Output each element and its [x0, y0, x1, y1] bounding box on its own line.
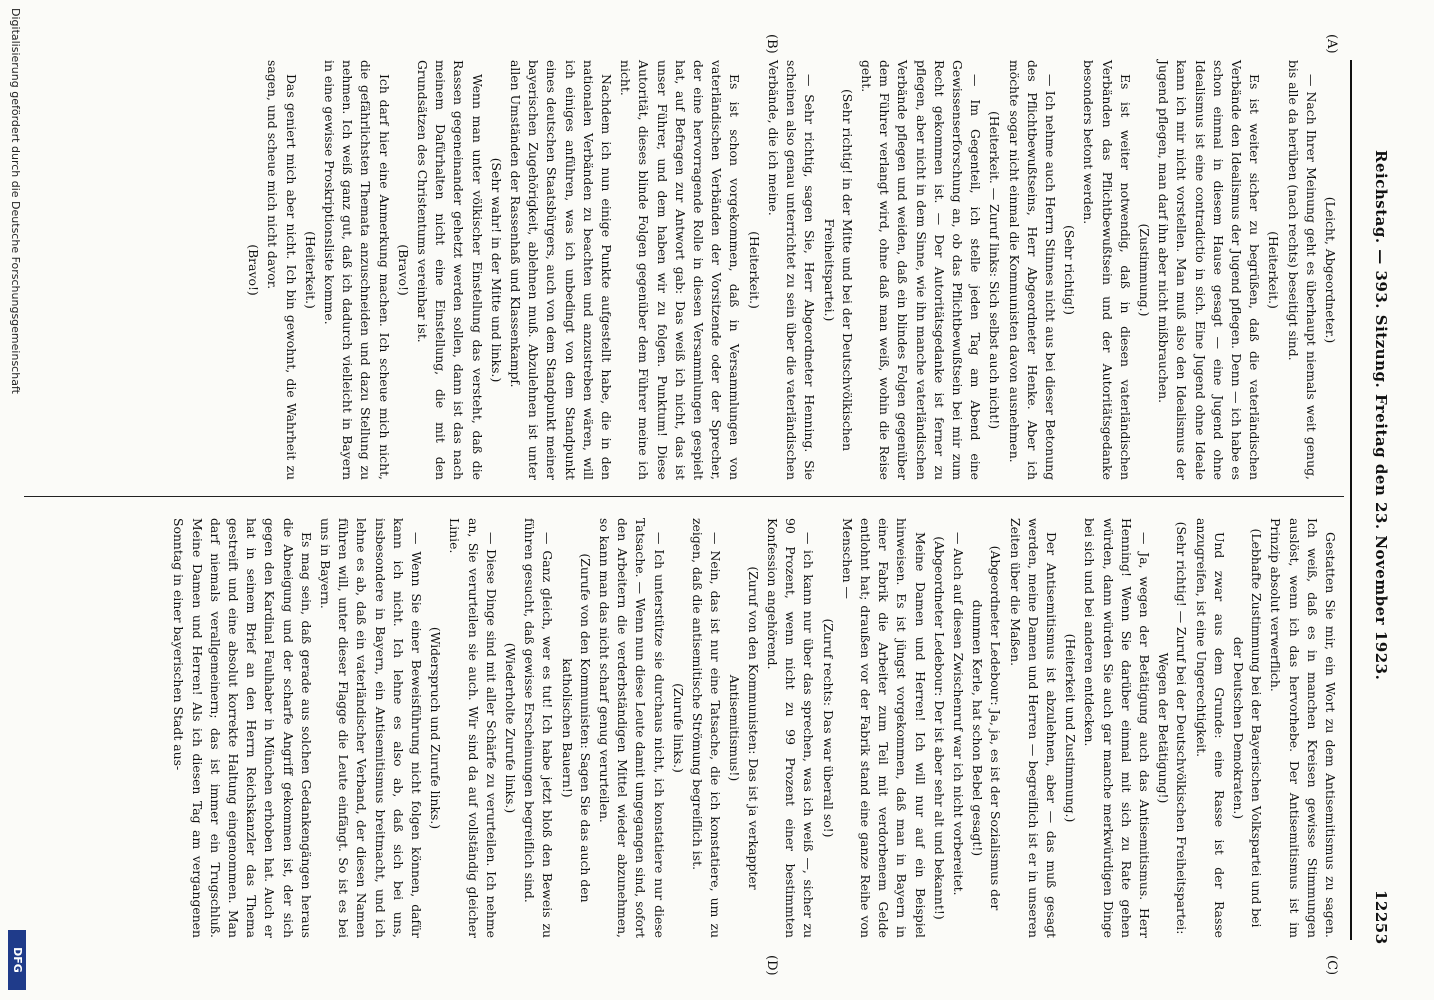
- interjection: (Heiterkeit. — Zuruf links: Sich selbst auch nicht!): [987, 110, 1003, 430]
- margin-marker-c: (C): [1324, 955, 1339, 976]
- paragraph: — Ja, wegen der Betätigung auch das Antisemitismus. Herr Henning! Wenn Sie darüber einmal mit sich zu Rate gehen würden, dann würden Sie auch gar manche merkwürdigen Dinge bei sich und bei anderen entdecken.: [1082, 518, 1152, 938]
- interjection: (Widerspruch und Zurufe links.): [428, 626, 444, 830]
- interjection: (Sehr richtig! in der Mitte und bei der Deutschvölkischen Freiheitspartei.): [821, 88, 855, 452]
- header-rule: [1350, 60, 1352, 940]
- digitization-footer: [4, 0, 30, 1000]
- paragraph: — Diese Dinge sind mit aller Schärfe zu verurteilen. Ich nehme an, Sie verurteilen sie auch. Wir sind da auf vollständig gleicher Linie.: [447, 518, 499, 938]
- interjection: (Zuruf rechts: Das war überall so!): [820, 618, 836, 838]
- paragraph: Nachdem ich nun einige Punkte aufgestellt habe, die in den nationalen Verbänden zu beachten und anzustreben wären, will ich einiges anführen, was ich unbedingt von dem Standpunkt eines deutschen Staatsbürgers, auch von dem Standpunkt meiner bayerischen Zugehörigkeit, ablehnen muß. Abzulehnen ist unter allen Umständen der Rassenhaß und Klassenkampf.: [508, 60, 615, 480]
- paragraph: Meine Damen und Herren! Ich will nur auf ein Beispiel hinweisen. Es ist jüngst vorgekommen, daß man in Bayern in einer Fabrik die Arbeiter zum Teil mit verdorbenem Gelde entlohnt hat; draußen vor der Fabrik stand eine ganze Reihe von Menschen —: [839, 518, 928, 938]
- paragraph: Es ist schon vorgekommen, daß in Versammlungen von vaterländischen Verbänden der Vorsitzende oder der Sprecher, der eine hervorragende Rolle in diesen Versammlungen gespielt hat, auf Befragen zur Antwort gab: Das weiß ich nicht, das ist unser Führer, und dem haben wir zu folgen. Punktum! Diese Autorität, dieses blinde Folgen gegenüber dem Führer meine ich nicht.: [618, 60, 743, 480]
- paragraph: Der Antisemitismus ist abzulehnen, aber — das muß gesagt werden, meine Damen und Herren — begreiflich ist er in unseren Zeiten über die Maßen.: [1007, 518, 1059, 938]
- paragraph: — Auch auf diesen Zwischenruf war ich nicht vorbereitet.: [950, 532, 966, 896]
- interjection: (Leicht, Abgeordneter.): [1323, 196, 1338, 344]
- paragraph: Das geniert mich aber nicht. Ich bin gewohnt, die Wahrheit zu sagen, und scheue mich nicht davor.: [265, 60, 299, 480]
- paragraph: — Im Gegenteil, ich stelle jeden Tag am Abend eine Gewissenserforschung an, ob das Pflichtbewußtsein bei mir zum Recht gekommen ist. — Der Autoritätsgedanke ist ferner zu pflegen, aber nicht in dem Sinne, wie ihn manche vaterländischen Verbände pflegen und weiden, daß ein blindes Folgen gegenüber dem Führer verlangt wird, ohne daß man weiß, wohin die Reise geht.: [858, 60, 984, 480]
- margin-marker-b: (B): [764, 34, 779, 54]
- paragraph: — Ich unterstütze sie durchaus nicht, ich konstatiere nur diese Tatsache. — Wenn nun diese Leute damit umgegangen sind, sofort den Arbeitern die verderbständigen Mittel wieder abzunehmen, so kann man das nicht scharf genug verurteilen.: [597, 518, 667, 938]
- paragraph: Es mag sein, daß gerade aus solchen Gedankengängen heraus die Abneigung und der scharfe Angriff gekommen ist, der sich gegen den Kardinal Faulhaber in München erhoben hat. Auch er hat in seinem Brief an den Herrn Reichskanzler das Thema gestreift und eine absolut korrekte Haltung eingenommen. Man darf niemals verallgemeinern; das ist immer ein Trugschluß. Meine Damen und Herren! Als ich diesen Tag am vergangenen Sonntag in einer bayerischen Stadt aus-: [171, 518, 314, 938]
- page-header-title: Reichstag. — 393. Sitzung. Freitag den 23. November 1923.: [1372, 150, 1390, 681]
- page-number: 12253: [1372, 890, 1390, 945]
- paragraph: — ich kann nur über das sprechen, was ich weiß —, sicher zu 90 Prozent, wenn nicht zu 99 Prozent einer bestimmten Konfession angehörend.: [764, 518, 817, 938]
- left-text-column: [243, 60, 1339, 480]
- margin-marker-d: (D): [764, 955, 779, 976]
- paragraph: — Sehr richtig, sagen Sie, Herr Abgeordneter Henning. Sie scheinen also genau unterrichtet zu sein über die vaterländischen Verbände, die ich meine.: [765, 60, 818, 480]
- interjection: (Heiterkeit.): [302, 231, 318, 309]
- paragraph: — Ich nehme auch Herrn Stinnes nicht aus bei dieser Betonung des Pflichtbewußtseins, Herr Abgeordneter Henke. Aber ich möchte sogar nicht einmal die Kommunisten davon ausnehmen.: [1006, 60, 1058, 480]
- paragraph: Gestatten Sie mir, ein Wort zu dem Antisemitismus zu sagen. Ich weiß, daß es in manchen Kreisen gewisse Stimmungen auslöst, wenn ich das hervorhebe. Der Antisemitismus ist im Prinzip absolut verwerflich.: [1268, 518, 1338, 938]
- interjection: (Sehr wahr! in der Mitte und links.): [488, 157, 504, 383]
- paragraph: Es ist weiter notwendig, daß in diesen vaterländischen Verbänden das Pflichtbewußtsein und der Autoritätsgedanke besonders betont werden.: [1081, 60, 1133, 480]
- column-divider: [24, 496, 1344, 497]
- interjection: (Zustimmung.): [1136, 223, 1152, 317]
- interjection: (Heiterkeit und Zustimmung.): [1063, 633, 1079, 823]
- paragraph: Wenn man unter völkischer Einstellung das versteht, daß die Rassen gegeneinander gehetzt werden sollen, dann ist das nach meinem Dafürhalten nicht eine Einstellung, die mit den Grundsätzen des Christentums vereinbar ist.: [415, 60, 485, 480]
- paragraph: — Nach Ihrer Meinung geht es überhaupt niemals weit genug, bis alle da herüben (nach rechts) beseitigt sind.: [1285, 60, 1319, 480]
- paragraph: Ich darf hier eine Anmerkung machen. Ich scheue mich nicht, die gefährlichsten Themata anzuschneiden und dazu Stellung zu nehmen. Ich weiß ganz gut, daß ich dadurch vielleicht in Bayern in eine gewisse Proskriptionsliste komme.: [322, 60, 392, 480]
- interjection: (Zurufe von den Kommunisten: Sagen Sie das auch den katholischen Bauern!): [559, 553, 593, 903]
- interjection: (Sehr richtig!): [1062, 225, 1078, 315]
- interjection: (Abgeordneter Ledebour: Der ist aber sehr alt und bekannt!): [931, 536, 947, 920]
- interjection: (Heiterkeit.): [1266, 231, 1282, 309]
- interjection: (Bravo!): [395, 244, 411, 296]
- footer-credit: Digitalisierung gefördert durch die Deutsche Forschungsgemeinschaft: [9, 8, 22, 394]
- paragraph: Es ist weiter sicher zu begrüßen, daß die vaterländischen Verbände den Idealismus der Jugend pflegen. Denn — ich habe es schon einmal in diesem Hause gesagt — eine Jugend ohne Idealismus ist eine contradictio in sich. Eine Jugend ohne Ideale kann ich mir nicht vorstellen. Man muß also den Idealismus der Jugend pflegen, man darf ihn aber nicht mißbrauchen.: [1156, 60, 1263, 480]
- paragraph: Und zwar aus dem Grunde: eine Rasse ist der Rasse anzugreifen, ist eine Ungerechtigkeit.: [1193, 518, 1227, 938]
- interjection: (Heiterkeit.): [746, 231, 762, 309]
- paragraph: — Wenn Sie einer Beweisführung nicht folgen können, dafür kann ich nicht. Ich lehne es also ab, daß sich bei uns, insbesondere in Bayern, ein Antisemitismus breitmacht, und ich lehne es ab, daß ein vaterländischer Verband, der diesen Namen führen will, unter dieser Flagge die Leute einfängt. So ist es bei uns in Bayern.: [318, 518, 425, 938]
- interjection: (Zurufe links.): [670, 683, 686, 773]
- interjection: (Zuruf von den Kommunisten: Das ist ja verkappter Antisemitismus!): [727, 566, 761, 890]
- margin-marker-a: (A): [1324, 34, 1339, 54]
- paragraph: — Ganz gleich, wer es tut! Ich habe jetzt bloß den Beweis zu führen gesucht, daß gewisse Erscheinungen begreiflich sind.: [522, 518, 556, 938]
- interjection: (Abgeordneter Ledebour: Ja, ja, es ist der Sozialismus der dummen Kerle, hat schon Bebel gesagt!): [970, 545, 1004, 911]
- interjection: (Bravo!): [246, 244, 262, 296]
- interjection: (Sehr richtig! — Zuruf bei der Deutschvölkischen Freiheitspartei: Wegen der Betätigung!): [1156, 521, 1190, 935]
- interjection: (Lebhafte Zustimmung bei der Bayerischen Volkspartei und bei der Deutschen Demokraten.): [1230, 528, 1265, 928]
- right-text-column: [168, 518, 1339, 938]
- interjection: (Wiederholte Zurufe links.): [503, 642, 519, 814]
- paragraph: — Nein, das ist nur eine Tatsache, die ich konstatiere, um zu zeigen, daß die antisemitische Strömung begreiflich ist.: [690, 518, 724, 938]
- dfg-logo: DFG: [8, 930, 26, 990]
